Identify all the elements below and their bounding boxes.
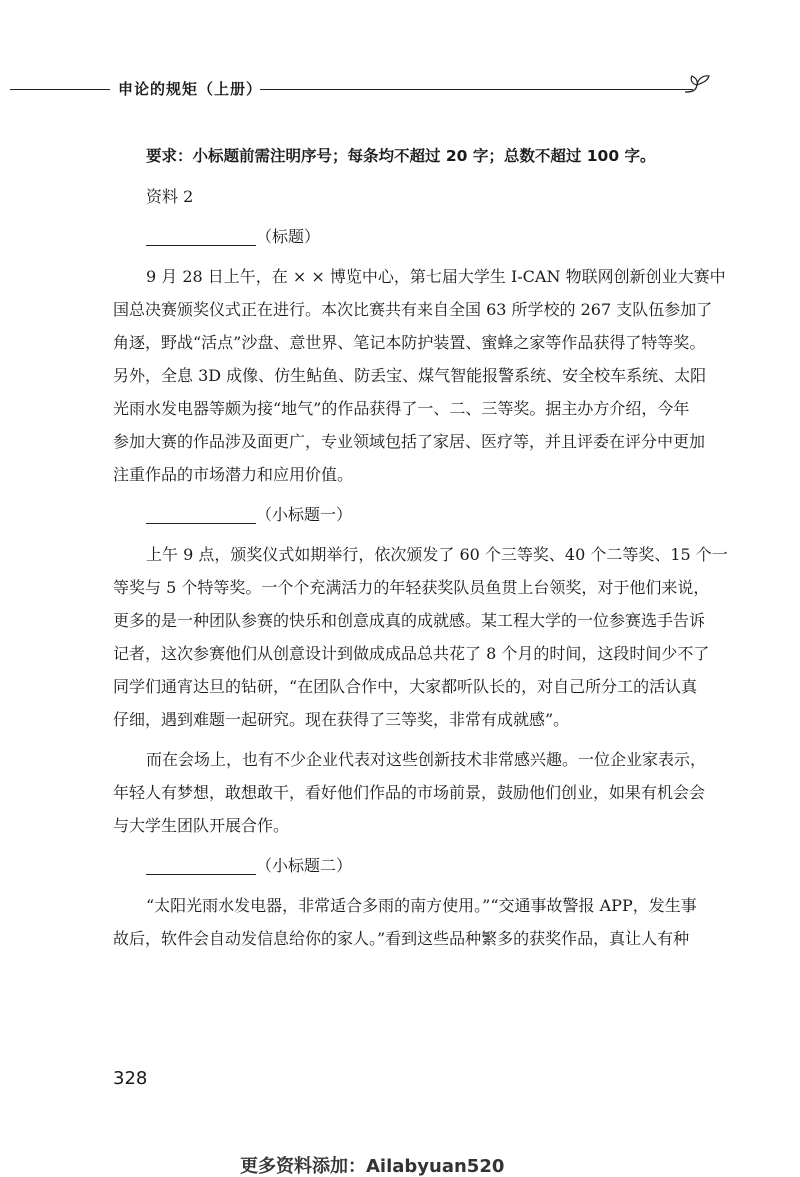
requirement-text: 要求：小标题前需注明序号；每条均不超过 20 字；总数不超过 100 字。 — [146, 147, 656, 165]
title-blank-line — [113, 220, 725, 253]
subtitle1-blank — [146, 505, 256, 524]
subtitle2-blank-line — [113, 849, 725, 882]
footer-watermark-text: 更多资料添加：Ailabyuan520 — [240, 1156, 505, 1177]
header-rule-left — [10, 89, 110, 90]
text-line: 光雨水发电器等颇为接“地气”的作品获得了一、二、三等奖。据主办方介绍，今年 — [113, 399, 690, 418]
text-line: 同学们通宵达旦的钻研，“在团队合作中，大家都听队长的，对自己所分工的活认真 — [113, 677, 698, 696]
text-line: 而在会场上，也有不少企业代表对这些创新技术非常感兴趣。一位企业家表示， — [146, 750, 707, 769]
running-header — [0, 78, 800, 102]
subtitle2-blank — [146, 856, 256, 875]
paragraph-1 — [113, 260, 725, 491]
text-line: 国总决赛颁奖仪式正在进行。本次比赛共有来自全国 63 所学校的 267 支队伍参加了 — [113, 300, 713, 319]
text-line: 仔细，遇到难题一起研究。现在获得了三等奖，非常有成就感”。 — [113, 710, 570, 729]
subtitle1-blank-line — [113, 498, 725, 531]
text-line: 等奖与 5 个特等奖。一个个充满活力的年轻获奖队员鱼贯上台领奖，对于他们来说， — [113, 578, 710, 597]
material-label: 资料 2 — [146, 187, 194, 206]
page-number: 328 — [113, 1068, 148, 1089]
text-line: 故后，软件会自动发信息给你的家人。”看到这些品种繁多的获奖作品，真让人有种 — [113, 929, 690, 948]
text-line: 参加大赛的作品涉及面更广，专业领域包括了家居、医疗等，并且评委在评分中更加 — [113, 432, 706, 451]
sprout-icon — [683, 72, 713, 96]
text-line: 上午 9 点，颁奖仪式如期举行，依次颁发了 60 个三等奖、40 个二等奖、15 个一 — [146, 545, 728, 564]
subtitle1-placeholder: （小标题一） — [256, 505, 353, 524]
text-line: 另外，全息 3D 成像、仿生鲇鱼、防丢宝、煤气智能报警系统、安全校车系统、太阳 — [113, 366, 707, 385]
paragraph-4 — [113, 889, 725, 955]
book-title: 申论的规矩（上册） — [118, 80, 263, 98]
text-line: “太阳光雨水发电器，非常适合多雨的南方使用。”“交通事故警报 APP，发生事 — [146, 896, 697, 915]
text-line: 9 月 28 日上午，在 × × 博览中心，第七届大学生 I-CAN 物联网创新创业大赛中 — [146, 267, 726, 286]
paragraph-2 — [113, 538, 728, 736]
text-line: 与大学生团队开展合作。 — [113, 816, 290, 835]
header-rule-right — [260, 89, 693, 90]
paragraph-3 — [113, 743, 725, 842]
text-line: 更多的是一种团队参赛的快乐和创意成真的成就感。某工程大学的一位参赛选手告诉 — [113, 611, 706, 630]
subtitle2-placeholder: （小标题二） — [256, 856, 353, 875]
title-placeholder: （标题） — [256, 227, 321, 246]
page-body — [113, 140, 728, 955]
text-line: 注重作品的市场潜力和应用价值。 — [113, 465, 354, 484]
text-line: 年轻人有梦想，敢想敢干，看好他们作品的市场前景，鼓励他们创业，如果有机会会 — [113, 783, 706, 802]
title-blank — [146, 227, 256, 246]
text-line: 角逐，野战“活点”沙盘、意世界、笔记本防护装置、蜜蜂之家等作品获得了特等奖。 — [113, 333, 706, 352]
text-line: 记者，这次参赛他们从创意设计到做成成品总共花了 8 个月的时间，这段时间少不了 — [113, 644, 710, 663]
